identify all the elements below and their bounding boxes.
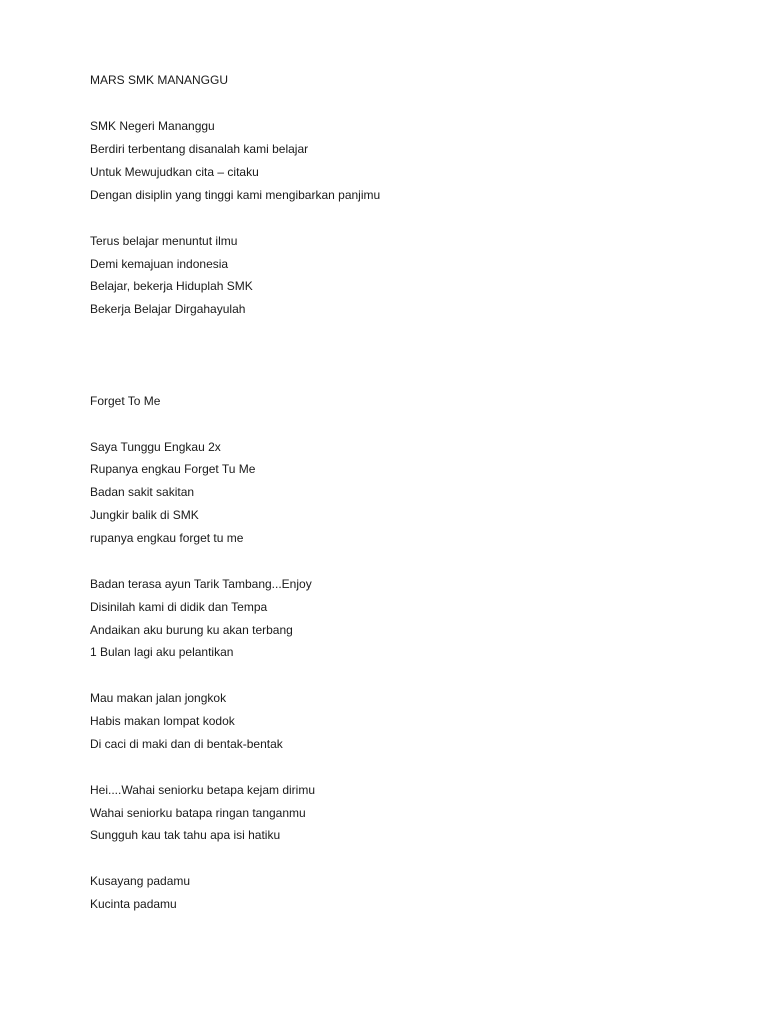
song-title: MARS SMK MANANGGU <box>90 73 229 87</box>
lyric-line: Wahai seniorku batapa ringan tanganmu <box>90 806 306 820</box>
lyric-line: Badan sakit sakitan <box>90 485 195 499</box>
lyric-line: Habis makan lompat kodok <box>90 714 235 728</box>
lyric-line: Rupanya engkau Forget Tu Me <box>90 462 256 476</box>
lyric-line: Kusayang padamu <box>90 874 191 888</box>
lyric-line: Disinilah kami di didik dan Tempa <box>90 600 268 614</box>
lyric-line: Hei....Wahai seniorku betapa kejam dirimu <box>90 783 315 797</box>
lyric-line: Belajar, bekerja Hiduplah SMK <box>90 279 253 293</box>
lyric-line: Badan terasa ayun Tarik Tambang...Enjoy <box>90 577 312 591</box>
lyric-line: Demi kemajuan indonesia <box>90 257 229 271</box>
lyric-line: Terus belajar menuntut ilmu <box>90 234 238 248</box>
lyric-line: Bekerja Belajar Dirgahayulah <box>90 302 246 316</box>
lyric-line: Kucinta padamu <box>90 897 177 911</box>
lyric-line: Saya Tunggu Engkau 2x <box>90 440 221 454</box>
lyric-line: Mau makan jalan jongkok <box>90 691 227 705</box>
lyric-line: rupanya engkau forget tu me <box>90 531 244 545</box>
lyric-line: Untuk Mewujudkan cita – citaku <box>90 165 259 179</box>
lyric-line: SMK Negeri Mananggu <box>90 119 215 133</box>
song-title: Forget To Me <box>90 394 161 408</box>
lyric-line: 1 Bulan lagi aku pelantikan <box>90 645 234 659</box>
lyric-line: Jungkir balik di SMK <box>90 508 199 522</box>
lyric-line: Andaikan aku burung ku akan terbang <box>90 623 293 637</box>
lyric-line: Berdiri terbentang disanalah kami belajar <box>90 142 309 156</box>
lyric-line: Sungguh kau tak tahu apa isi hatiku <box>90 828 281 842</box>
lyric-line: Di caci di maki dan di bentak-bentak <box>90 737 283 751</box>
lyric-line: Dengan disiplin yang tinggi kami mengibarkan panjimu <box>90 188 381 202</box>
